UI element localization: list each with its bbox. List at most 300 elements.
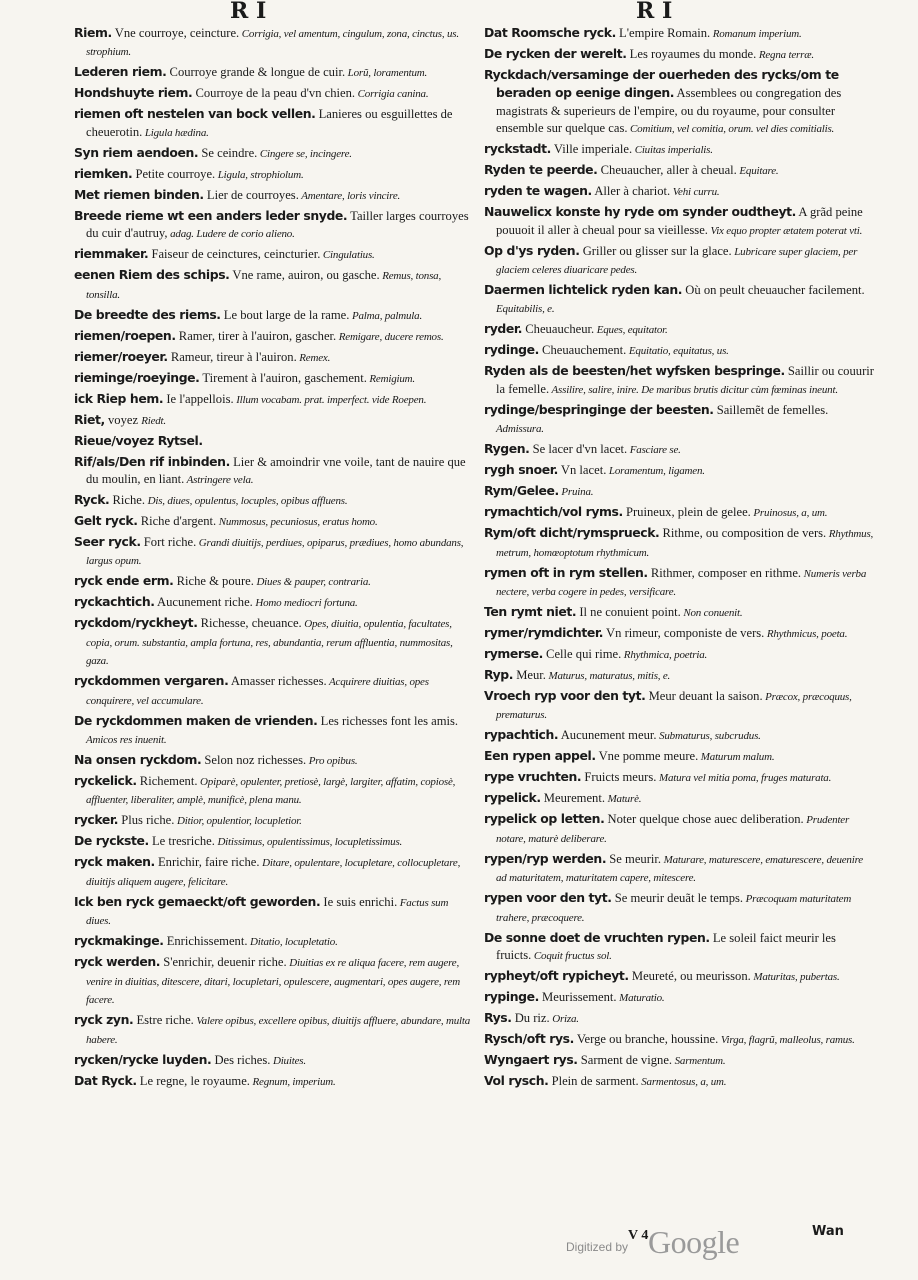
dictionary-entry xyxy=(74,491,474,510)
latin-gloss: Assilire, salire, inire. De maribus brutis dicitur cùm fœminas ineunt. xyxy=(549,383,838,396)
headword: Dat Roomsche ryck. xyxy=(484,25,616,40)
headword: Rym/Gelee. xyxy=(484,483,559,499)
latin-gloss: Ligula, strophiolum. xyxy=(215,168,304,181)
dictionary-entry xyxy=(74,853,474,891)
dictionary-entry xyxy=(74,832,474,851)
headword: Een rypen appel. xyxy=(484,748,596,764)
headword: rydinge/bespringinge der beesten. xyxy=(484,401,714,417)
headword: eenen Riem des schips. xyxy=(74,267,230,283)
latin-gloss: Ditatio, locupletatio. xyxy=(247,936,338,949)
french-gloss: Fort riche. xyxy=(140,535,197,550)
french-gloss: Se lacer d'vn lacet. xyxy=(529,442,628,457)
french-gloss: Plein de sarment. xyxy=(548,1074,639,1089)
latin-gloss: Valere opibus, excellere opibus, diuitijs affluere, abundare, multa habere. xyxy=(86,1015,471,1046)
french-gloss: Le tresriche. xyxy=(148,834,215,849)
dictionary-entry xyxy=(484,1009,874,1028)
french-gloss: Ie suis enrichi. xyxy=(320,894,398,909)
french-gloss: Se meurir. xyxy=(606,851,662,866)
latin-gloss: Non conuenit. xyxy=(680,607,743,620)
french-gloss: Se ceindre. xyxy=(198,145,258,160)
latin-gloss: Coquit fructus sol. xyxy=(531,950,612,963)
dictionary-entry xyxy=(484,810,874,848)
french-gloss: Pruineux, plein de gelee. xyxy=(622,505,751,520)
headword: Vol rysch. xyxy=(484,1073,549,1089)
headword: Ten rymt niet. xyxy=(484,604,577,620)
french-gloss: Aucunement riche. xyxy=(154,595,253,610)
latin-gloss: Matura vel mitia poma, fruges maturata. xyxy=(656,772,832,785)
french-gloss: Rameur, tireur à l'auiron. xyxy=(167,349,297,364)
dictionary-entry xyxy=(74,932,474,951)
french-gloss: Il ne conuient point. xyxy=(576,605,681,620)
french-gloss: Des riches. xyxy=(211,1052,271,1067)
latin-gloss: Dis, diues, opulentus, locuples, opibus affluens. xyxy=(145,495,348,508)
dictionary-entry xyxy=(74,572,474,591)
latin-gloss: Grandi diuitijs, perdiues, opiparus, prædiues, homo abundans, largus opum. xyxy=(86,537,464,568)
french-gloss: Petite courroye. xyxy=(132,166,216,181)
headword: ryckdom/ryckheyt. xyxy=(74,615,198,631)
dictionary-entry xyxy=(74,266,474,304)
headword: rypen/ryp werden. xyxy=(484,850,607,866)
running-head-left: R I xyxy=(230,0,267,24)
dictionary-entry xyxy=(74,432,474,451)
french-gloss: Se meurir deuãt le temps. xyxy=(611,891,744,906)
latin-gloss: Pro opibus. xyxy=(306,755,358,768)
french-gloss: Meurissement. xyxy=(538,990,617,1005)
dictionary-entry xyxy=(74,207,474,244)
dictionary-entry xyxy=(74,1051,474,1070)
french-gloss: Riche & poure. xyxy=(173,574,254,589)
dictionary-entry xyxy=(74,751,474,770)
dictionary-entry xyxy=(74,533,474,571)
latin-gloss: Lubricare super glaciem, per glaciem celeres diuaricare pedes. xyxy=(496,245,858,277)
dictionary-entry xyxy=(484,967,874,986)
latin-gloss: Vix equo propter ætatem poterat vti. xyxy=(707,224,863,237)
headword: De ryckste. xyxy=(74,833,149,849)
french-gloss: Tailler larges courroyes du cuir d'autruy, xyxy=(86,208,469,241)
dictionary-entry xyxy=(74,1072,474,1091)
latin-gloss: Lorũ, loramentum. xyxy=(345,67,428,80)
left-column xyxy=(74,24,474,1093)
headword: rypheyt/oft rypicheyt. xyxy=(484,968,629,984)
french-gloss: Vne rame, auiron, ou gasche. xyxy=(229,268,380,283)
latin-gloss: Maturus, maturatus, mitis, e. xyxy=(545,670,671,683)
french-gloss: Sarment de vigne. xyxy=(577,1053,673,1068)
dictionary-entry xyxy=(484,1051,874,1070)
headword: ryck werden. xyxy=(74,954,161,970)
dictionary-entry xyxy=(484,341,874,360)
headword: De rycken der werelt. xyxy=(484,46,627,61)
french-gloss: Les royaumes du monde. xyxy=(626,47,757,61)
french-gloss: Ramer, tirer à l'auiron, gascher. xyxy=(175,328,337,343)
headword: rymen oft in rym stellen. xyxy=(484,564,648,580)
dictionary-entry xyxy=(484,687,874,725)
headword: Ryck. xyxy=(74,492,110,508)
dictionary-entry xyxy=(484,482,874,501)
headword: Wyngaert rys. xyxy=(484,1052,578,1068)
headword: rypelick op letten. xyxy=(484,811,605,827)
french-gloss: Meur. xyxy=(513,668,546,683)
dictionary-entry xyxy=(484,140,874,159)
latin-gloss: Ditare, opulentare, locupletare, collocupletare, diuitijs aliquem augere, felicitare. xyxy=(86,857,461,888)
headword: ick Riep hem. xyxy=(74,390,164,406)
latin-gloss: Maturare, maturescere, ematurescere, deuenire ad maturitatem, maturitatem capere, mitescere. xyxy=(496,853,863,885)
french-gloss: Meurement. xyxy=(540,791,606,806)
headword: Ryckdach/versaminge der ouerheden des rycks/om te beraden op eenige dingen. xyxy=(484,67,839,101)
dictionary-entry xyxy=(74,512,474,531)
french-gloss: Aller à chariot. xyxy=(591,184,671,199)
headword: Rieue/voyez Rytsel. xyxy=(74,432,203,448)
french-gloss: Ville imperiale. xyxy=(550,142,633,157)
french-gloss: Meureté, ou meurisson. xyxy=(628,969,751,984)
french-gloss: Riche. xyxy=(109,493,146,508)
latin-gloss: Submaturus, subcrudus. xyxy=(656,730,761,743)
latin-gloss: Numeris verba nectere, verba cogere in pedes, versificare. xyxy=(496,567,867,599)
headword: Ryp. xyxy=(484,667,514,683)
latin-gloss: Præcoquam maturitatem trahere, præcoquere. xyxy=(496,893,852,924)
dictionary-entry xyxy=(484,564,874,602)
french-gloss: Faiseur de ceinctures, ceincturier. xyxy=(148,247,321,262)
headword: ryckdommen vergaren. xyxy=(74,673,229,689)
dictionary-entry xyxy=(74,165,474,184)
dictionary-entry xyxy=(74,327,474,346)
headword: Na onsen ryckdom. xyxy=(74,752,202,768)
headword: rymachtich/vol ryms. xyxy=(484,504,623,520)
headword: rycker. xyxy=(74,812,119,828)
french-gloss: Rithmer, composer en rithme. xyxy=(647,565,802,580)
dictionary-entry xyxy=(74,953,474,1009)
french-gloss: Lanieres ou esguillettes de cheuerotin. xyxy=(86,107,453,139)
french-gloss: Saillir ou couurir la femelle. xyxy=(496,364,874,396)
dictionary-entry xyxy=(484,161,874,180)
french-gloss: Aucunement meur. xyxy=(558,728,657,743)
french-gloss: Estre riche. xyxy=(133,1013,194,1028)
headword: Riem. xyxy=(74,25,112,40)
dictionary-entry xyxy=(484,1030,874,1049)
dictionary-entry xyxy=(74,390,474,409)
french-gloss: Selon noz richesses. xyxy=(201,753,307,768)
digitized-by-label: Digitized by xyxy=(566,1240,629,1254)
french-gloss: Vn rimeur, componiste de vers. xyxy=(603,626,765,641)
dictionary-entry xyxy=(484,203,874,240)
dictionary-entry xyxy=(484,362,874,399)
latin-gloss: Vehi curru. xyxy=(670,186,720,199)
dictionary-entry xyxy=(484,182,874,201)
dictionary-entry xyxy=(484,281,874,319)
headword: Riet, xyxy=(74,411,105,427)
latin-gloss: Factus sum diues. xyxy=(86,896,449,928)
dictionary-entry xyxy=(74,453,474,490)
latin-gloss: Riedt. xyxy=(141,414,166,427)
french-gloss: Cheuaucher, aller à cheual. xyxy=(597,163,737,178)
headword: Seer ryck. xyxy=(74,534,141,550)
dictionary-entry xyxy=(74,712,474,750)
headword: rymer/rymdichter. xyxy=(484,625,604,641)
headword: Dat Ryck. xyxy=(74,1072,137,1088)
dictionary-entry xyxy=(484,666,874,685)
latin-gloss: Oriza. xyxy=(549,1013,579,1026)
french-gloss: Verge ou branche, houssine. xyxy=(573,1032,719,1047)
latin-gloss: Sarmentosus, a, um. xyxy=(638,1076,727,1089)
dictionary-entry xyxy=(74,772,474,810)
latin-gloss: Comitium, vel comitia, orum. vel dies comitialis. xyxy=(627,123,835,136)
latin-gloss: Romanum imperium. xyxy=(710,28,802,40)
catchword: Wan xyxy=(812,1224,844,1239)
dictionary-entry xyxy=(484,66,874,139)
dictionary-entry xyxy=(484,1072,874,1091)
latin-gloss: Ligula hædina. xyxy=(142,126,209,139)
latin-gloss: Maturum malum. xyxy=(698,751,775,764)
headword: Rif/als/Den rif inbinden. xyxy=(74,453,230,469)
headword: Hondshuyte riem. xyxy=(74,85,193,101)
headword: rypen voor den tyt. xyxy=(484,890,612,906)
headword: rypachtich. xyxy=(484,727,559,743)
dictionary-entry xyxy=(74,614,474,670)
latin-gloss: Pruinosus, a, um. xyxy=(750,507,828,520)
french-gloss: Meur deuant la saison. xyxy=(645,689,763,704)
headword: riemmaker. xyxy=(74,246,149,262)
latin-gloss: Rhythmicus, poeta. xyxy=(764,628,848,641)
latin-gloss: Equitatio, equitatus, us. xyxy=(626,345,729,358)
dictionary-entry xyxy=(484,988,874,1007)
french-gloss: Griller ou glisser sur la glace. xyxy=(579,243,732,258)
french-gloss: Les richesses font les amis. xyxy=(317,713,459,728)
dictionary-entry xyxy=(484,789,874,808)
headword: Rym/oft dicht/rymsprueck. xyxy=(484,525,660,541)
french-gloss: Riche d'argent. xyxy=(137,514,217,529)
dictionary-entry xyxy=(484,320,874,339)
headword: ryckmakinge. xyxy=(74,933,164,949)
headword: ryder. xyxy=(484,321,523,337)
headword: Gelt ryck. xyxy=(74,513,138,529)
headword: ryckstadt. xyxy=(484,141,551,157)
french-gloss: Courroye de la peau d'vn chien. xyxy=(192,86,356,101)
french-gloss: Richesse, cheuance. xyxy=(197,616,302,631)
headword: Ick ben ryck gemaeckt/oft geworden. xyxy=(74,893,321,909)
french-gloss: Le soleil faict meurir les fruicts. xyxy=(496,930,836,963)
dictionary-entry xyxy=(484,603,874,622)
headword: Ryden te peerde. xyxy=(484,162,598,178)
dictionary-entry xyxy=(484,645,874,664)
headword: De sonne doet de vruchten rypen. xyxy=(484,929,710,945)
french-gloss: Noter quelque chose auec deliberation. xyxy=(604,812,804,827)
headword: riemingе/roeyinge. xyxy=(74,369,200,385)
french-gloss: Où on peult cheuaucher facilement. xyxy=(682,283,865,298)
latin-gloss: Palma, palmula. xyxy=(349,309,422,322)
latin-gloss: Eques, equitator. xyxy=(594,324,668,337)
dictionary-entry xyxy=(74,593,474,612)
french-gloss: Amasser richesses. xyxy=(228,674,327,689)
dictionary-entry xyxy=(74,105,474,142)
french-gloss: Richement. xyxy=(136,774,198,789)
right-column xyxy=(484,24,874,1093)
dictionary-entry xyxy=(484,850,874,888)
latin-gloss: Remex. xyxy=(296,351,331,364)
dictionary-entry xyxy=(484,401,874,439)
latin-gloss: Equitare. xyxy=(736,165,779,178)
page-header xyxy=(0,0,918,26)
headword: Lederen riem. xyxy=(74,64,167,80)
headword: Op d'ys ryden. xyxy=(484,242,580,258)
french-gloss: Celle qui rime. xyxy=(542,647,622,662)
french-gloss: Vne pomme meure. xyxy=(595,749,699,764)
latin-gloss: Amicos res inuenit. xyxy=(86,734,167,747)
french-gloss: Tirement à l'auiron, gaschement. xyxy=(199,370,367,385)
french-gloss: A grãd peine pouuoit il aller à cheual pour sa vieillesse. xyxy=(496,205,863,237)
dictionary-entry xyxy=(74,672,474,710)
latin-gloss: Homo mediocri fortuna. xyxy=(252,597,358,610)
headword: rycken/rycke luyden. xyxy=(74,1051,212,1067)
latin-gloss: Rhythmus, metrum, homœoptotum rhythmicum. xyxy=(496,528,874,559)
headword: riemken. xyxy=(74,165,133,181)
dictionary-entry xyxy=(74,369,474,388)
french-gloss: Plus riche. xyxy=(118,813,175,828)
headword: Rygen. xyxy=(484,441,530,457)
latin-gloss: Remigium. xyxy=(366,372,415,385)
headword: riemen oft nestelen van bock vellen. xyxy=(74,106,316,122)
latin-gloss: Nummosus, pecuniosus, eratus homo. xyxy=(216,516,378,529)
latin-gloss: Diuitias ex re aliqua facere, rem augere, venire in diuitias, ditescere, ditari, locupletari, opulescere, augmentari, opes augere, rem facere. xyxy=(86,957,460,1007)
french-gloss: Cheuaucheur. xyxy=(522,322,595,337)
google-watermark: Google xyxy=(648,1224,740,1260)
headword: Breede rieme wt een anders leder snyde. xyxy=(74,207,348,223)
latin-gloss: Rhythmica, poetria. xyxy=(621,649,708,662)
french-gloss: Enrichir, faire riche. xyxy=(154,855,260,870)
dictionary-entry xyxy=(74,411,474,430)
headword: Daermen lichtelick ryden kan. xyxy=(484,282,683,298)
headword: Vroech ryp voor den tyt. xyxy=(484,688,646,704)
dictionary-entry xyxy=(74,306,474,325)
headword: Syn riem aendoen. xyxy=(74,144,199,160)
latin-gloss: Remus, tonsa, tonsilla. xyxy=(86,270,442,301)
dictionary-entry xyxy=(74,348,474,367)
dictionary-entry xyxy=(74,24,474,62)
latin-gloss: Fasciare se. xyxy=(627,444,681,457)
french-gloss: voyez xyxy=(104,412,142,427)
latin-gloss: Ciuitas imperialis. xyxy=(632,144,713,157)
french-gloss: Du riz. xyxy=(511,1011,550,1026)
dictionary-entry xyxy=(484,747,874,766)
french-gloss: Cheuauchement. xyxy=(538,343,627,358)
dictionary-entry xyxy=(74,1011,474,1049)
french-gloss: Assemblees ou congregation des magistrats & superieurs de l'empire, ou du royaume, pour consulter ensemble sur quelque cas. xyxy=(496,86,842,136)
latin-gloss: Illum vocabam. prat. imperfect. vide Roepen. xyxy=(233,393,427,406)
dictionary-entry xyxy=(484,726,874,745)
latin-gloss: Maturitas, pubertas. xyxy=(750,971,840,984)
headword: ryck maken. xyxy=(74,854,155,870)
latin-gloss: Loramentum, ligamen. xyxy=(606,465,705,478)
headword: De ryckdommen maken de vrienden. xyxy=(74,712,318,728)
headword: Met riemen binden. xyxy=(74,186,204,202)
headword: rypinge. xyxy=(484,989,539,1005)
french-gloss: L'empire Romain. xyxy=(615,26,711,40)
dictionary-entry xyxy=(484,624,874,643)
latin-gloss: Ditissimus, opulentissimus, locupletissimus. xyxy=(214,836,403,849)
french-gloss: Ie l'appellois. xyxy=(163,391,234,406)
dictionary-entry xyxy=(74,186,474,205)
latin-gloss: Corrigia canina. xyxy=(355,88,429,101)
latin-gloss: adag. Ludere de corio alieno. xyxy=(167,228,295,241)
dictionary-entry xyxy=(74,63,474,82)
latin-gloss: Maturatio. xyxy=(616,992,665,1005)
dictionary-entry xyxy=(484,24,874,43)
latin-gloss: Remigare, ducere remos. xyxy=(336,330,444,343)
latin-gloss: Diues & pauper, contraria. xyxy=(253,576,371,589)
headword: ryck zyn. xyxy=(74,1012,134,1028)
dictionary-entry xyxy=(74,144,474,163)
latin-gloss: Acquirere diuitias, opes conquirere, vel accumulare. xyxy=(86,676,429,707)
latin-gloss: Opiparè, opulenter, pretiosè, largè, largiter, affatim, copiosè, affluenter, liberaliter, amplè, munificè, plena manu. xyxy=(86,776,456,807)
dictionary-entry xyxy=(484,440,874,459)
latin-gloss: Opes, diuitia, opulentia, facultates, copia, orum. substantia, ampla fortuna, res, abundantia, rerum affluentia, nummositas, gaza. xyxy=(86,618,453,668)
latin-gloss: Admissura. xyxy=(496,423,544,436)
dictionary-entry xyxy=(484,929,874,966)
latin-gloss: Amentare, loris vincire. xyxy=(298,189,401,202)
latin-gloss: Cingulatius. xyxy=(320,249,375,262)
french-gloss: Fruicts meurs. xyxy=(581,770,657,785)
signature-mark: V 4 xyxy=(628,1228,649,1243)
latin-gloss: Prudenter notare, maturè deliberare. xyxy=(496,814,850,845)
dictionary-entry xyxy=(484,889,874,927)
headword: ryden te wagen. xyxy=(484,183,592,199)
headword: Rys. xyxy=(484,1010,512,1026)
latin-gloss: Regnum, imperium. xyxy=(249,1075,336,1088)
headword: ryckachtich. xyxy=(74,594,155,610)
french-gloss: Lier de courroyes. xyxy=(203,187,299,202)
headword: rydinge. xyxy=(484,342,539,358)
headword: rymerse. xyxy=(484,646,543,662)
french-gloss: Courroye grande & longue de cuir. xyxy=(166,65,346,80)
dictionary-entry xyxy=(484,45,874,64)
french-gloss: Le regne, le royaume. xyxy=(136,1073,250,1088)
headword: riemen/roepen. xyxy=(74,327,176,343)
dictionary-entry xyxy=(484,524,874,562)
headword: Ryden als de beesten/het wyfsken bespringe. xyxy=(484,363,785,379)
page-footer xyxy=(0,1222,918,1280)
headword: Nauwelicx konste hy ryde om synder oudtheyt. xyxy=(484,204,796,220)
latin-gloss: Præcox, præcoquus, prematurus. xyxy=(496,691,852,722)
latin-gloss: Corrigia, vel amentum, cingulum, zona, cinctus, us. strophium. xyxy=(86,28,459,59)
dictionary-entry xyxy=(484,503,874,522)
latin-gloss: Cingere se, incingere. xyxy=(257,147,352,160)
french-gloss: S'enrichir, deuenir riche. xyxy=(160,955,287,970)
latin-gloss: Maturè. xyxy=(605,793,642,806)
headword: Rysch/oft rys. xyxy=(484,1031,574,1047)
latin-gloss: Pruina. xyxy=(558,486,594,499)
latin-gloss: Equitabilis, e. xyxy=(496,303,555,316)
latin-gloss: Virga, flagrũ, malleolus, ramus. xyxy=(718,1034,855,1047)
french-gloss: Saillemẽt de femelles. xyxy=(713,402,829,417)
dictionary-entry xyxy=(74,245,474,264)
dictionary-entry xyxy=(74,893,474,931)
french-gloss: Lier & amoindrir vne voile, tant de nauire que du moulin, en liant. xyxy=(86,454,466,487)
french-gloss: Le bout large de la rame. xyxy=(220,307,350,322)
dictionary-entry xyxy=(484,242,874,280)
french-gloss: Enrichissement. xyxy=(163,934,248,949)
headword: rypelick. xyxy=(484,790,541,806)
headword: ryck ende erm. xyxy=(74,573,174,589)
latin-gloss: Sarmentum. xyxy=(672,1055,726,1068)
latin-gloss: Astringere vela. xyxy=(184,474,254,487)
latin-gloss: Diuites. xyxy=(270,1054,306,1067)
french-gloss: Vne courroye, ceincture. xyxy=(111,26,240,40)
running-head-right: R I xyxy=(636,0,673,24)
latin-gloss: Regna terræ. xyxy=(756,49,814,61)
dictionary-entry xyxy=(74,84,474,103)
latin-gloss: Ditior, opulentior, locupletior. xyxy=(174,815,302,828)
headword: rype vruchten. xyxy=(484,769,582,785)
french-gloss: Vn lacet. xyxy=(557,463,607,478)
headword: De breedte des riems. xyxy=(74,306,221,322)
